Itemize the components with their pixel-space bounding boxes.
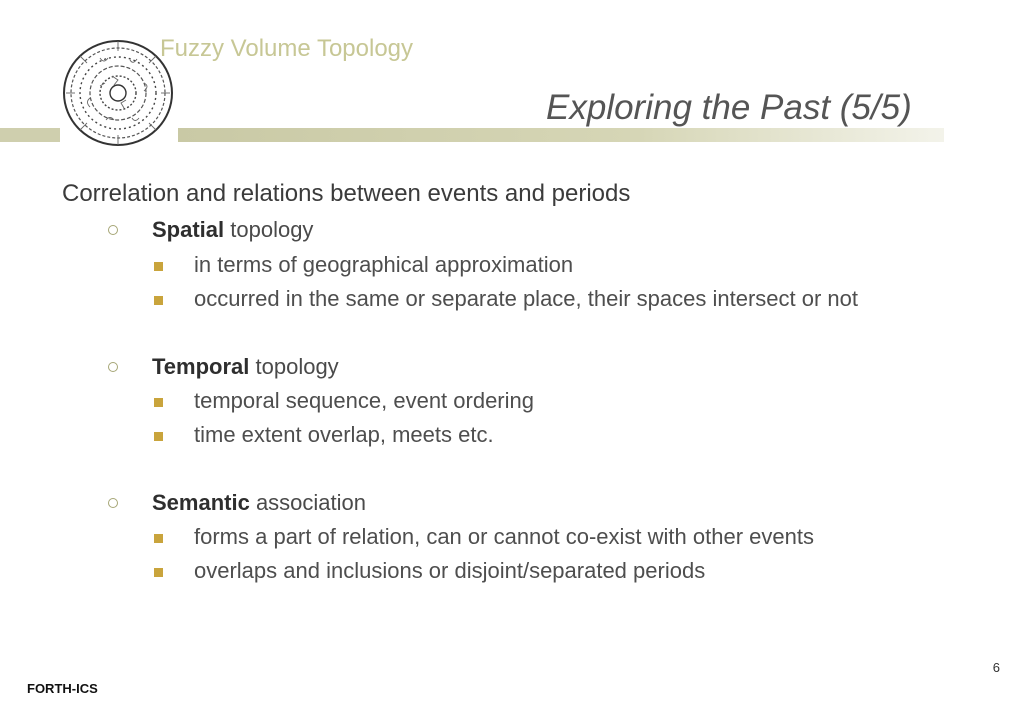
- section-heading-temporal: [152, 354, 339, 380]
- page-number: 6: [992, 660, 1000, 675]
- bullet-item: temporal sequence, event ordering: [194, 388, 534, 413]
- section-heading-semantic: [152, 490, 366, 516]
- circle-bullet-icon: [108, 225, 118, 235]
- phaistos-disc-icon: [60, 38, 176, 148]
- square-bullet-icon: [154, 398, 163, 407]
- section-keyword: Temporal: [152, 354, 250, 379]
- section-keyword: Semantic: [152, 490, 250, 515]
- section-heading-rest: topology: [249, 354, 339, 379]
- footer-organization: FORTH-ICS: [27, 681, 98, 696]
- circle-bullet-icon: [108, 498, 118, 508]
- section-heading-rest: topology: [224, 217, 314, 242]
- main-heading: Correlation and relations between events and periods: [62, 180, 631, 207]
- header-rule-left: [0, 128, 60, 142]
- square-bullet-icon: [154, 432, 163, 441]
- section-heading-spatial: [152, 217, 313, 243]
- section-keyword: Spatial: [152, 217, 225, 242]
- slide-title: Exploring the Past (5/5): [546, 88, 912, 127]
- square-bullet-icon: [154, 568, 163, 577]
- bullet-item: occurred in the same or separate place, their spaces intersect or not: [194, 286, 859, 311]
- circle-bullet-icon: [108, 362, 118, 372]
- square-bullet-icon: [154, 262, 163, 271]
- bullet-item: forms a part of relation, can or cannot co-exist with other events: [194, 524, 814, 549]
- square-bullet-icon: [154, 534, 163, 543]
- brand-title: Fuzzy Volume Topology: [160, 35, 414, 62]
- header-rule-right: [178, 128, 944, 142]
- square-bullet-icon: [154, 296, 163, 305]
- bullet-item: overlaps and inclusions or disjoint/separated periods: [194, 558, 706, 583]
- section-heading-rest: association: [249, 490, 367, 515]
- bullet-item: in terms of geographical approximation: [194, 252, 574, 277]
- bullet-item: time extent overlap, meets etc.: [194, 422, 494, 447]
